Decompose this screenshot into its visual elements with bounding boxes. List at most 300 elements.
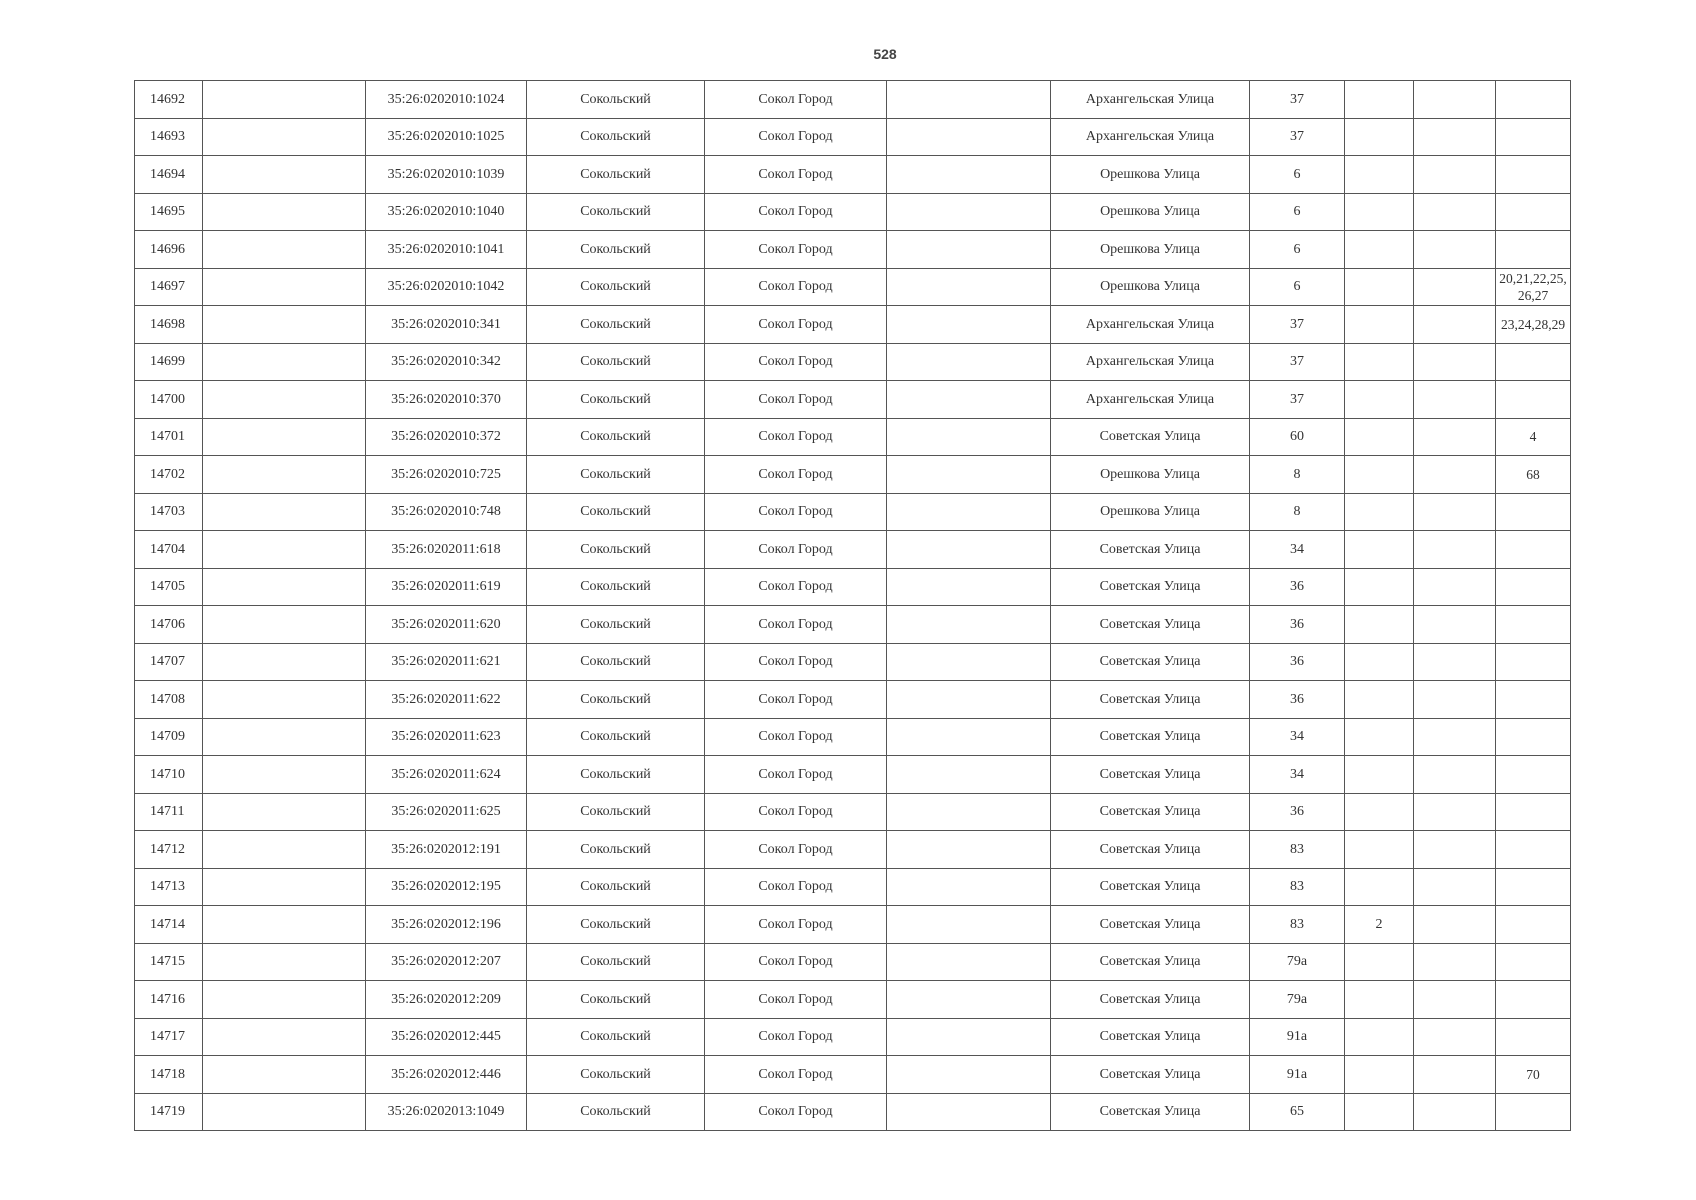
district-cell: Сокольский [527,456,705,494]
record-number-cell: 14710 [135,756,203,794]
district-cell: Сокольский [527,81,705,119]
record-number-cell: 14693 [135,118,203,156]
building-cell [1345,456,1414,494]
table-row [135,456,1571,494]
empty-cell [887,306,1051,344]
street-cell: Советская Улица [1051,643,1250,681]
apartment-cell [1496,643,1571,681]
empty-cell [887,343,1051,381]
apartment-cell [1496,381,1571,419]
empty-cell [887,231,1051,269]
settlement-cell: Сокол Город [705,81,887,119]
settlement-cell: Сокол Город [705,1018,887,1056]
empty-cell [887,1056,1051,1094]
house-number-cell: 34 [1250,718,1345,756]
empty-cell [1414,868,1496,906]
empty-cell [203,268,366,306]
record-number-cell: 14709 [135,718,203,756]
house-number-cell: 36 [1250,606,1345,644]
district-cell: Сокольский [527,193,705,231]
house-number-cell: 36 [1250,568,1345,606]
district-cell: Сокольский [527,681,705,719]
apartment-cell: 20,21,22,25,26,27 [1496,268,1571,306]
house-number-cell: 36 [1250,681,1345,719]
street-cell: Советская Улица [1051,943,1250,981]
cadastral-number-cell: 35:26:0202010:1025 [366,118,527,156]
empty-cell [1414,831,1496,869]
settlement-cell: Сокол Город [705,681,887,719]
district-cell: Сокольский [527,643,705,681]
settlement-cell: Сокол Город [705,981,887,1019]
table-row [135,381,1571,419]
record-number-cell: 14700 [135,381,203,419]
empty-cell [203,81,366,119]
street-cell: Советская Улица [1051,568,1250,606]
record-number-cell: 14704 [135,531,203,569]
empty-cell [203,906,366,944]
house-number-cell: 34 [1250,756,1345,794]
cadastral-number-cell: 35:26:0202012:191 [366,831,527,869]
cadastral-number-cell: 35:26:0202012:207 [366,943,527,981]
settlement-cell: Сокол Город [705,643,887,681]
empty-cell [203,606,366,644]
settlement-cell: Сокол Город [705,1056,887,1094]
empty-cell [887,793,1051,831]
settlement-cell: Сокол Город [705,343,887,381]
cadastral-number-cell: 35:26:0202010:372 [366,418,527,456]
apartment-cell [1496,193,1571,231]
cadastral-number-cell: 35:26:0202012:209 [366,981,527,1019]
record-number-cell: 14719 [135,1093,203,1131]
empty-cell [203,756,366,794]
apartment-cell: 23,24,28,29 [1496,306,1571,344]
cadastral-number-cell: 35:26:0202011:618 [366,531,527,569]
settlement-cell: Сокол Город [705,118,887,156]
empty-cell [1414,643,1496,681]
building-cell [1345,981,1414,1019]
building-cell [1345,643,1414,681]
empty-cell [1414,456,1496,494]
table-row [135,343,1571,381]
empty-cell [1414,681,1496,719]
cadastral-number-cell: 35:26:0202010:1042 [366,268,527,306]
table-row [135,868,1571,906]
settlement-cell: Сокол Город [705,231,887,269]
district-cell: Сокольский [527,793,705,831]
house-number-cell: 36 [1250,643,1345,681]
empty-cell [887,418,1051,456]
empty-cell [203,493,366,531]
house-number-cell: 37 [1250,381,1345,419]
house-number-cell: 83 [1250,906,1345,944]
empty-cell [203,1093,366,1131]
building-cell [1345,793,1414,831]
record-number-cell: 14708 [135,681,203,719]
house-number-cell: 79а [1250,981,1345,1019]
street-cell: Архангельская Улица [1051,381,1250,419]
street-cell: Орешкова Улица [1051,231,1250,269]
house-number-cell: 91а [1250,1018,1345,1056]
table-row [135,418,1571,456]
record-number-cell: 14698 [135,306,203,344]
settlement-cell: Сокол Город [705,793,887,831]
cadastral-number-cell: 35:26:0202010:1040 [366,193,527,231]
street-cell: Орешкова Улица [1051,493,1250,531]
empty-cell [203,943,366,981]
empty-cell [887,1093,1051,1131]
record-number-cell: 14705 [135,568,203,606]
building-cell [1345,681,1414,719]
record-number-cell: 14713 [135,868,203,906]
table-row [135,493,1571,531]
record-number-cell: 14694 [135,156,203,194]
building-cell [1345,943,1414,981]
district-cell: Сокольский [527,531,705,569]
building-cell [1345,156,1414,194]
record-number-cell: 14706 [135,606,203,644]
district-cell: Сокольский [527,1018,705,1056]
record-number-cell: 14702 [135,456,203,494]
cadastral-number-cell: 35:26:0202012:446 [366,1056,527,1094]
apartment-cell [1496,606,1571,644]
street-cell: Советская Улица [1051,981,1250,1019]
building-cell [1345,193,1414,231]
street-cell: Советская Улица [1051,418,1250,456]
empty-cell [203,831,366,869]
settlement-cell: Сокол Город [705,606,887,644]
empty-cell [1414,81,1496,119]
record-number-cell: 14701 [135,418,203,456]
house-number-cell: 79а [1250,943,1345,981]
table-row [135,718,1571,756]
empty-cell [1414,756,1496,794]
building-cell [1345,1018,1414,1056]
apartment-cell [1496,943,1571,981]
table-row [135,606,1571,644]
apartment-cell [1496,493,1571,531]
apartment-cell [1496,906,1571,944]
table-row [135,531,1571,569]
empty-cell [1414,156,1496,194]
table-row [135,81,1571,119]
empty-cell [203,156,366,194]
house-number-cell: 83 [1250,868,1345,906]
empty-cell [1414,718,1496,756]
empty-cell [1414,268,1496,306]
house-number-cell: 6 [1250,268,1345,306]
apartment-cell [1496,568,1571,606]
house-number-cell: 91а [1250,1056,1345,1094]
empty-cell [1414,1056,1496,1094]
settlement-cell: Сокол Город [705,193,887,231]
settlement-cell: Сокол Город [705,943,887,981]
empty-cell [1414,306,1496,344]
street-cell: Орешкова Улица [1051,456,1250,494]
record-number-cell: 14695 [135,193,203,231]
table-row [135,1056,1571,1094]
empty-cell [1414,418,1496,456]
record-number-cell: 14715 [135,943,203,981]
apartment-cell [1496,756,1571,794]
table-row [135,156,1571,194]
cadastral-number-cell: 35:26:0202010:342 [366,343,527,381]
house-number-cell: 83 [1250,831,1345,869]
cadastral-number-cell: 35:26:0202010:1024 [366,81,527,119]
house-number-cell: 37 [1250,306,1345,344]
empty-cell [1414,1093,1496,1131]
cadastral-number-cell: 35:26:0202012:196 [366,906,527,944]
settlement-cell: Сокол Город [705,456,887,494]
street-cell: Орешкова Улица [1051,156,1250,194]
settlement-cell: Сокол Город [705,831,887,869]
empty-cell [203,981,366,1019]
cadastral-number-cell: 35:26:0202010:748 [366,493,527,531]
apartment-cell: 70 [1496,1056,1571,1094]
street-cell: Советская Улица [1051,831,1250,869]
apartment-cell [1496,343,1571,381]
empty-cell [887,268,1051,306]
cadastral-number-cell: 35:26:0202010:370 [366,381,527,419]
empty-cell [887,831,1051,869]
street-cell: Советская Улица [1051,793,1250,831]
empty-cell [1414,981,1496,1019]
settlement-cell: Сокол Город [705,718,887,756]
district-cell: Сокольский [527,493,705,531]
apartment-cell: 68 [1496,456,1571,494]
record-number-cell: 14699 [135,343,203,381]
table-row [135,1018,1571,1056]
building-cell [1345,418,1414,456]
empty-cell [887,156,1051,194]
empty-cell [203,118,366,156]
page-number: 528 [873,46,897,62]
empty-cell [203,718,366,756]
street-cell: Советская Улица [1051,868,1250,906]
apartment-cell [1496,793,1571,831]
district-cell: Сокольский [527,306,705,344]
street-cell: Архангельская Улица [1051,343,1250,381]
empty-cell [887,568,1051,606]
empty-cell [203,531,366,569]
empty-cell [887,381,1051,419]
house-number-cell: 6 [1250,231,1345,269]
street-cell: Архангельская Улица [1051,118,1250,156]
empty-cell [887,531,1051,569]
empty-cell [887,868,1051,906]
empty-cell [203,306,366,344]
street-cell: Советская Улица [1051,1056,1250,1094]
apartment-cell [1496,681,1571,719]
district-cell: Сокольский [527,1093,705,1131]
building-cell [1345,268,1414,306]
empty-cell [887,718,1051,756]
settlement-cell: Сокол Город [705,756,887,794]
empty-cell [203,418,366,456]
building-cell [1345,568,1414,606]
cadastral-number-cell: 35:26:0202012:195 [366,868,527,906]
empty-cell [203,868,366,906]
cadastral-number-cell: 35:26:0202011:619 [366,568,527,606]
empty-cell [1414,493,1496,531]
street-cell: Орешкова Улица [1051,268,1250,306]
empty-cell [887,756,1051,794]
street-cell: Архангельская Улица [1051,81,1250,119]
cadastral-number-cell: 35:26:0202010:341 [366,306,527,344]
street-cell: Советская Улица [1051,681,1250,719]
record-number-cell: 14716 [135,981,203,1019]
building-cell [1345,606,1414,644]
district-cell: Сокольский [527,156,705,194]
building-cell [1345,231,1414,269]
settlement-cell: Сокол Город [705,868,887,906]
empty-cell [1414,118,1496,156]
empty-cell [1414,568,1496,606]
house-number-cell: 8 [1250,493,1345,531]
empty-cell [887,681,1051,719]
table-row [135,118,1571,156]
apartment-cell: 4 [1496,418,1571,456]
apartment-cell [1496,831,1571,869]
empty-cell [887,118,1051,156]
table-row [135,981,1571,1019]
empty-cell [887,193,1051,231]
settlement-cell: Сокол Город [705,156,887,194]
street-cell: Советская Улица [1051,531,1250,569]
house-number-cell: 6 [1250,193,1345,231]
empty-cell [1414,943,1496,981]
house-number-cell: 37 [1250,343,1345,381]
building-cell [1345,493,1414,531]
record-number-cell: 14717 [135,1018,203,1056]
cadastral-number-cell: 35:26:0202011:620 [366,606,527,644]
empty-cell [1414,1018,1496,1056]
empty-cell [1414,231,1496,269]
cadastral-number-cell: 35:26:0202010:1041 [366,231,527,269]
cadastral-number-cell: 35:26:0202010:1039 [366,156,527,194]
building-cell [1345,1056,1414,1094]
street-cell: Советская Улица [1051,1093,1250,1131]
house-number-cell: 6 [1250,156,1345,194]
settlement-cell: Сокол Город [705,381,887,419]
district-cell: Сокольский [527,268,705,306]
apartment-cell [1496,118,1571,156]
apartment-cell [1496,531,1571,569]
registry-table [134,80,1571,1131]
apartment-cell [1496,1093,1571,1131]
cadastral-number-cell: 35:26:0202011:623 [366,718,527,756]
settlement-cell: Сокол Город [705,493,887,531]
apartment-cell [1496,718,1571,756]
apartment-cell [1496,981,1571,1019]
district-cell: Сокольский [527,606,705,644]
settlement-cell: Сокол Город [705,531,887,569]
empty-cell [203,793,366,831]
settlement-cell: Сокол Город [705,306,887,344]
table-row [135,756,1571,794]
district-cell: Сокольский [527,868,705,906]
house-number-cell: 37 [1250,118,1345,156]
empty-cell [203,231,366,269]
empty-cell [887,606,1051,644]
empty-cell [1414,343,1496,381]
cadastral-number-cell: 35:26:0202010:725 [366,456,527,494]
district-cell: Сокольский [527,756,705,794]
district-cell: Сокольский [527,943,705,981]
empty-cell [203,381,366,419]
cadastral-number-cell: 35:26:0202012:445 [366,1018,527,1056]
record-number-cell: 14707 [135,643,203,681]
building-cell [1345,868,1414,906]
cadastral-number-cell: 35:26:0202011:625 [366,793,527,831]
apartment-cell [1496,231,1571,269]
building-cell: 2 [1345,906,1414,944]
empty-cell [887,493,1051,531]
cadastral-number-cell: 35:26:0202013:1049 [366,1093,527,1131]
empty-cell [203,1018,366,1056]
street-cell: Советская Улица [1051,756,1250,794]
record-number-cell: 14703 [135,493,203,531]
record-number-cell: 14712 [135,831,203,869]
district-cell: Сокольский [527,343,705,381]
empty-cell [887,981,1051,1019]
house-number-cell: 34 [1250,531,1345,569]
building-cell [1345,531,1414,569]
empty-cell [887,1018,1051,1056]
empty-cell [1414,381,1496,419]
table-row [135,268,1571,306]
cadastral-number-cell: 35:26:0202011:624 [366,756,527,794]
table-row [135,831,1571,869]
district-cell: Сокольский [527,418,705,456]
record-number-cell: 14692 [135,81,203,119]
table-row [135,681,1571,719]
district-cell: Сокольский [527,981,705,1019]
settlement-cell: Сокол Город [705,906,887,944]
empty-cell [203,343,366,381]
empty-cell [203,681,366,719]
empty-cell [887,643,1051,681]
empty-cell [203,1056,366,1094]
district-cell: Сокольский [527,1056,705,1094]
empty-cell [887,906,1051,944]
table-row [135,193,1571,231]
street-cell: Советская Улица [1051,606,1250,644]
street-cell: Советская Улица [1051,718,1250,756]
empty-cell [887,943,1051,981]
apartment-cell [1496,156,1571,194]
cadastral-number-cell: 35:26:0202011:621 [366,643,527,681]
building-cell [1345,306,1414,344]
building-cell [1345,831,1414,869]
district-cell: Сокольский [527,381,705,419]
apartment-cell [1496,81,1571,119]
district-cell: Сокольский [527,906,705,944]
building-cell [1345,118,1414,156]
table-row [135,1093,1571,1131]
settlement-cell: Сокол Город [705,1093,887,1131]
record-number-cell: 14696 [135,231,203,269]
street-cell: Архангельская Улица [1051,306,1250,344]
house-number-cell: 60 [1250,418,1345,456]
building-cell [1345,381,1414,419]
cadastral-number-cell: 35:26:0202011:622 [366,681,527,719]
street-cell: Советская Улица [1051,906,1250,944]
table-row [135,793,1571,831]
table-row [135,643,1571,681]
building-cell [1345,81,1414,119]
table-row [135,568,1571,606]
record-number-cell: 14697 [135,268,203,306]
